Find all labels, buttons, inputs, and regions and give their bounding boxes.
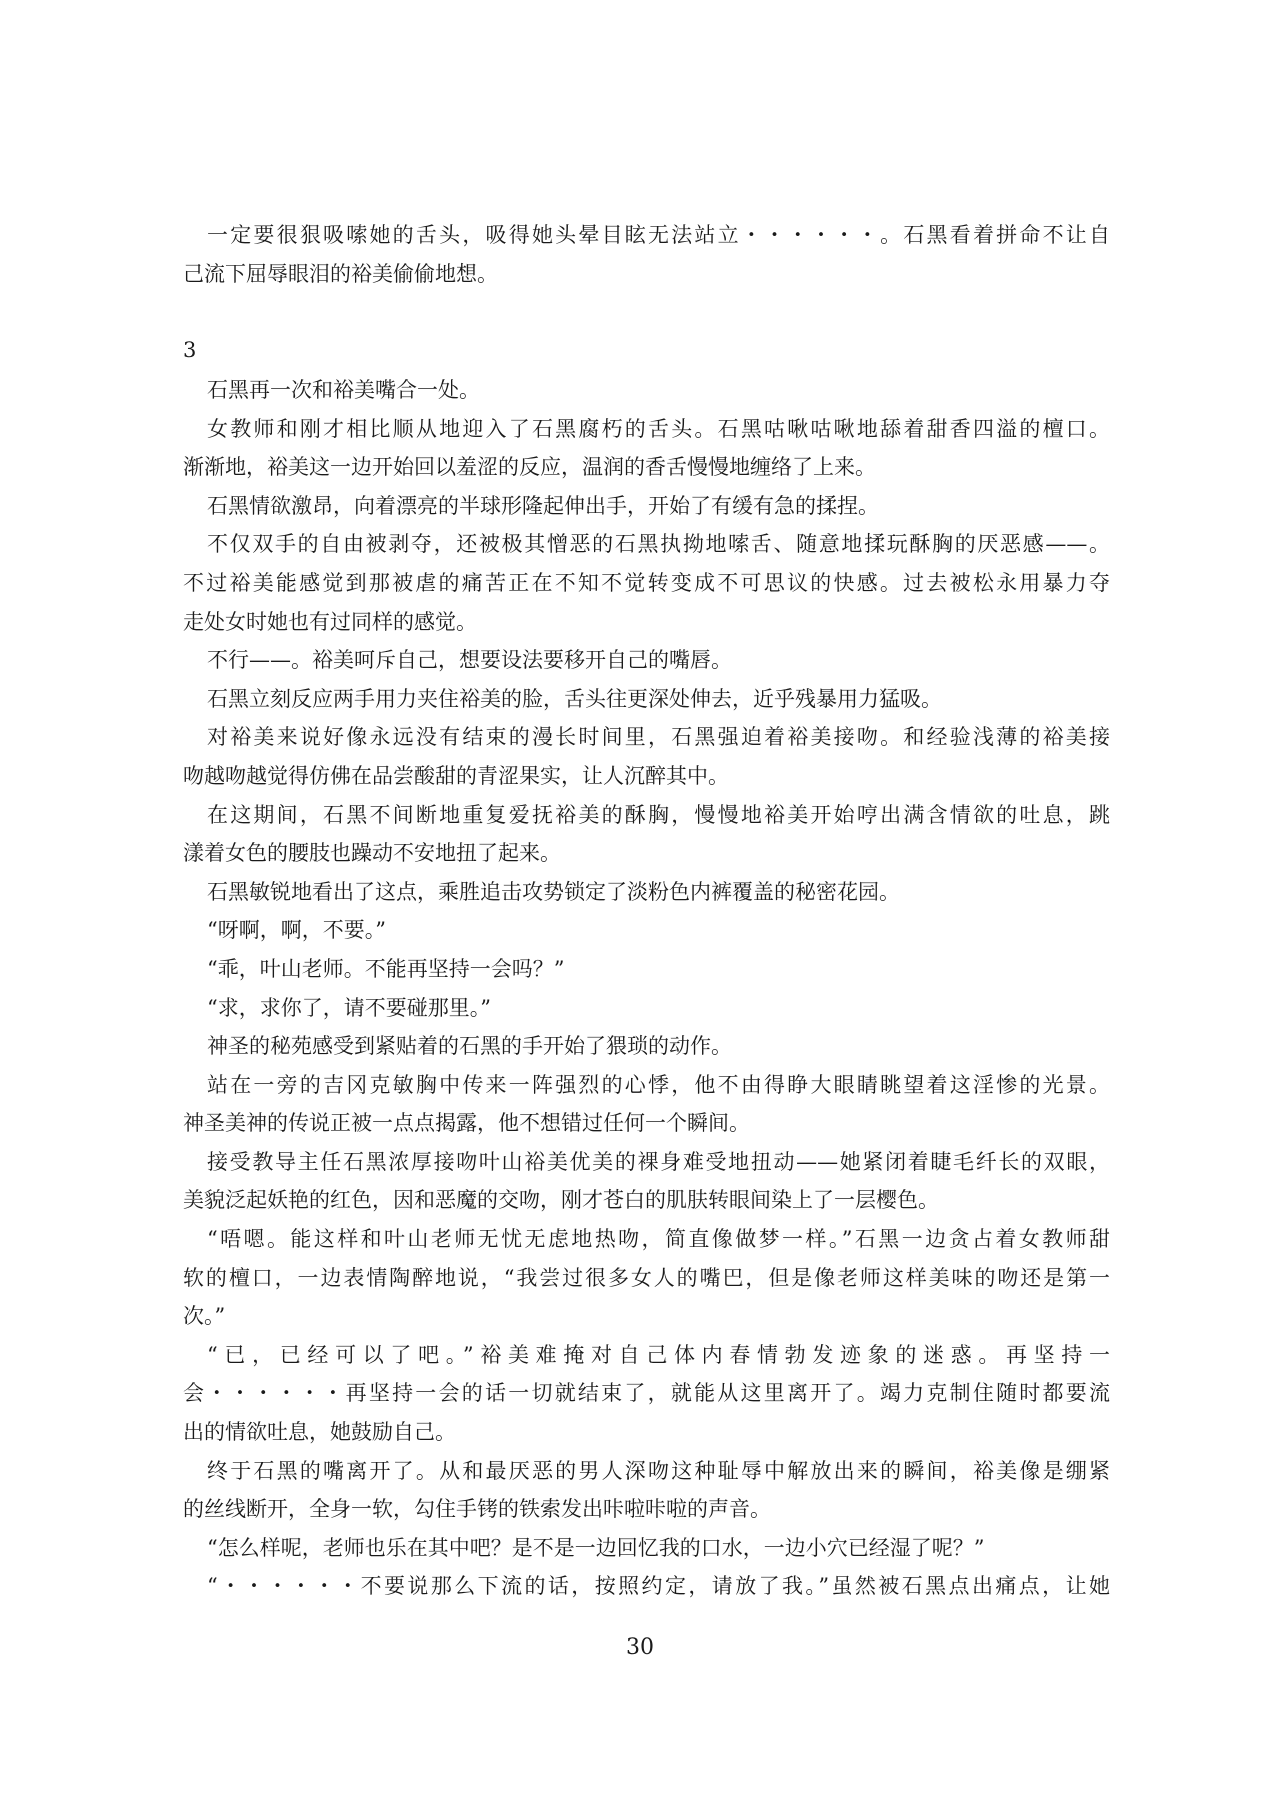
- text-line: 美貌泛起妖艳的红色，因和恶魔的交吻，刚才苍白的肌肤转眼间染上了一层樱色。: [183, 1188, 939, 1213]
- text-line: 在这期间，石黑不间断地重复爱抚裕美的酥胸，慢慢地裕美开始哼出满含情欲的吐息，跳: [207, 802, 1110, 827]
- text-line: “怎么样呢，老师也乐在其中吧？是不是一边回忆我的口水，一边小穴已经湿了呢？”: [207, 1535, 985, 1560]
- text-line: 女教师和刚才相比顺从地迎入了石黑腐朽的舌头。石黑咕啾咕啾地舔着甜香四溢的檀口。: [207, 416, 1110, 441]
- text-line: “求，求你了，请不要碰那里。”: [207, 995, 491, 1020]
- text-line: 神圣的秘苑感受到紧贴着的石黑的手开始了猥琐的动作。: [207, 1034, 732, 1059]
- text-line: 不行——。裕美呵斥自己，想要设法要移开自己的嘴唇。: [207, 648, 732, 673]
- text-line: 石黑敏锐地看出了这点，乘胜追击攻势锁定了淡粉色内裤覆盖的秘密花园。: [207, 879, 900, 904]
- text-line: 走处女时她也有过同样的感觉。: [183, 609, 477, 634]
- text-line: 吻越吻越觉得仿佛在品尝酸甜的青涩果实，让人沉醉其中。: [183, 763, 729, 788]
- text-line: 不过裕美能感觉到那被虐的痛苦正在不知不觉转变成不可思议的快感。过去被松永用暴力夺: [183, 570, 1110, 595]
- text-line: 石黑再一次和裕美嘴合一处。: [207, 378, 480, 402]
- text-line: 软的檀口，一边表情陶醉地说，“我尝过很多女人的嘴巴，但是像老师这样美味的吻还是第一: [183, 1265, 1110, 1290]
- text-line: 一定要很狠吸嗦她的舌头，吸得她头晕目眩无法站立・・・・・・。石黑看着拼命不让自: [207, 223, 1110, 247]
- text-line: 石黑情欲激昂，向着漂亮的半球形隆起伸出手，开始了有缓有急的揉捏。: [207, 493, 879, 518]
- top-paragraph: [183, 216, 1110, 293]
- page-number: 30: [626, 1635, 654, 1660]
- section-number: 3: [183, 338, 197, 362]
- text-line: 的丝线断开，全身一软，勾住手铐的铁索发出咔啦咔啦的声音。: [183, 1497, 771, 1522]
- text-line: 终于石黑的嘴离开了。从和最厌恶的男人深吻这种耻辱中解放出来的瞬间，裕美像是绷紧: [207, 1458, 1110, 1483]
- text-line: “唔嗯。能这样和叶山老师无忧无虑地热吻，简直像做梦一样。”石黑一边贪占着女教师甜: [207, 1227, 1110, 1252]
- body-text: [183, 371, 1110, 1606]
- text-line: 渐渐地，裕美这一边开始回以羞涩的反应，温润的香舌慢慢地缠络了上来。: [183, 455, 876, 480]
- text-line: 站在一旁的吉冈克敏胸中传来一阵强烈的心悸，他不由得睁大眼睛眺望着这淫惨的光景。: [207, 1072, 1110, 1097]
- text-line: 会・・・・・・再坚持一会的话一切就结束了，就能从这里离开了。竭力克制住随时都要流: [183, 1381, 1110, 1406]
- text-line: 漾着女色的腰肢也躁动不安地扭了起来。: [183, 841, 561, 866]
- text-line: “已，已经可以了吧。”裕美难掩对自己体内春情勃发迹象的迷惑。再坚持一: [207, 1342, 1110, 1367]
- text-line: 对裕美来说好像永远没有结束的漫长时间里，石黑强迫着裕美接吻。和经验浅薄的裕美接: [207, 725, 1110, 750]
- text-line: 石黑立刻反应两手用力夹住裕美的脸，舌头往更深处伸去，近乎残暴用力猛吸。: [207, 686, 942, 711]
- text-line: 接受教导主任石黑浓厚接吻叶山裕美优美的裸身难受地扭动——她紧闭着睫毛纤长的双眼，: [207, 1149, 1110, 1174]
- text-line: “呀啊，啊，不要。”: [207, 918, 386, 943]
- text-line: 不仅双手的自由被剥夺，还被极其憎恶的石黑执拗地嗦舌、随意地揉玩酥胸的厌恶感——。: [207, 532, 1110, 557]
- text-line: “乖，叶山老师。不能再坚持一会吗？”: [207, 956, 565, 981]
- text-line: 出的情欲吐息，她鼓励自己。: [183, 1420, 456, 1445]
- text-line: 己流下屈辱眼泪的裕美偷偷地想。: [183, 261, 498, 286]
- text-line: 神圣美神的传说正被一点点揭露，他不想错过任何一个瞬间。: [183, 1111, 750, 1136]
- text-line: 次。”: [183, 1304, 226, 1329]
- text-line: “・・・・・・不要说那么下流的话，按照约定，请放了我。”虽然被石黑点出痛点，让她: [207, 1574, 1110, 1599]
